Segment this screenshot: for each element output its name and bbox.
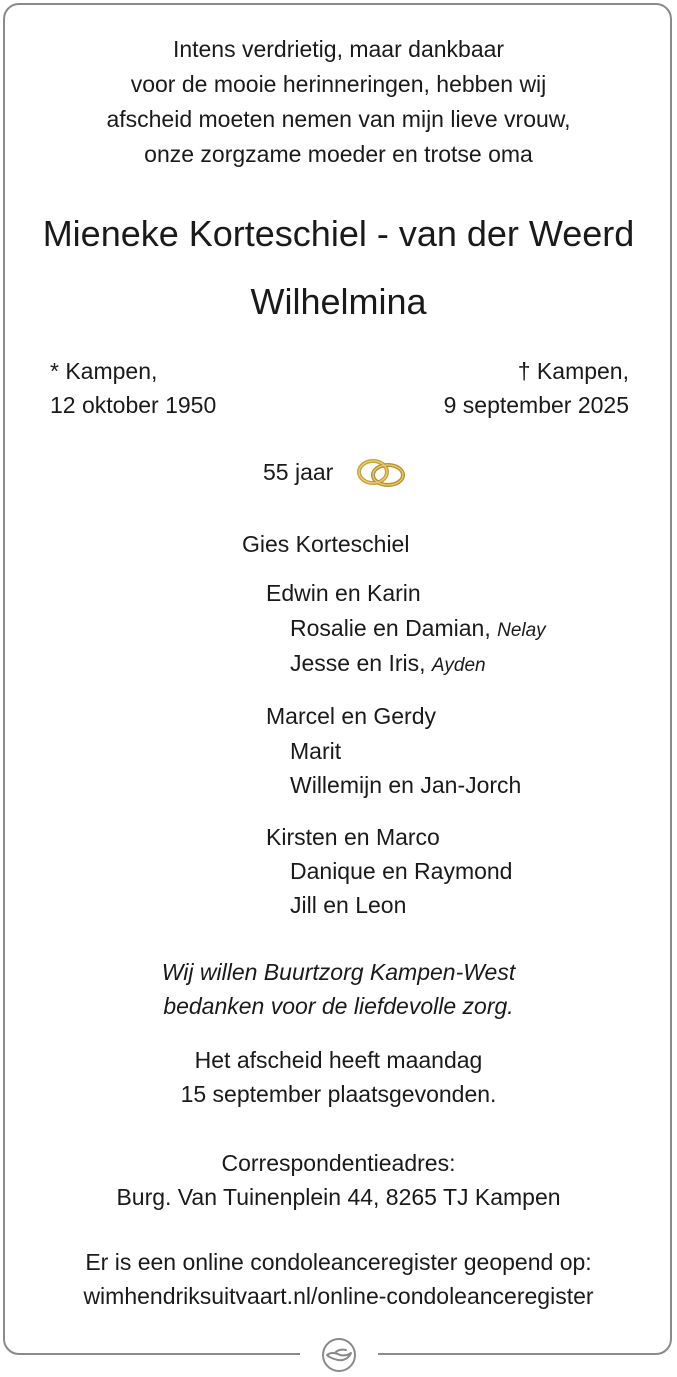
spouse-name: Gies Korteschiel [242, 531, 410, 557]
grandchild-line: Willemijn en Jan-Jorch [290, 772, 522, 798]
birth-place: * Kampen, [50, 358, 158, 384]
farewell-line: 15 september plaatsgevonden. [180, 1081, 497, 1107]
death-place: † Kampen, [517, 358, 629, 384]
correspondence-label: Correspondentieadres: [221, 1150, 456, 1176]
wedding-rings-icon [352, 456, 410, 490]
thanks-line: Wij willen Buurtzorg Kampen-West [161, 959, 516, 985]
birth-date: 12 oktober 1950 [50, 392, 217, 418]
grandchild-line: Jesse en Iris, Ayden [290, 650, 486, 676]
correspondence-address: Burg. Van Tuinenplein 44, 8265 TJ Kampen [116, 1184, 561, 1210]
family-parents: Kirsten en Marco [266, 824, 440, 850]
intro-line: afscheid moeten nemen van mijn lieve vrouw, [106, 106, 571, 132]
online-register-text: Er is een online condoleanceregister geopend op: [85, 1249, 592, 1275]
deceased-given-name: Wilhelmina [250, 281, 427, 322]
intro-line: voor de mooie herinneringen, hebben wij [130, 71, 547, 97]
thanks-line: bedanken voor de liefdevolle zorg. [163, 993, 514, 1019]
grandchild-line: Rosalie en Damian, Nelay [290, 615, 546, 641]
grandchild-line: Jill en Leon [290, 892, 407, 918]
hand-emblem-icon [318, 1337, 360, 1373]
family-parents: Edwin en Karin [266, 580, 421, 606]
great-grandchild: Nelay [497, 620, 546, 641]
farewell-line: Het afscheid heeft maandag [194, 1047, 483, 1073]
intro-line: onze zorgzame moeder en trotse oma [144, 141, 533, 167]
online-register-url: wimhendriksuitvaart.nl/online-condoleanceregister [83, 1283, 594, 1309]
intro-line: Intens verdrietig, maar dankbaar [172, 36, 505, 62]
great-grandchild: Ayden [431, 655, 486, 676]
deceased-full-name: Mieneke Korteschiel - van der Weerd [42, 213, 635, 254]
grandchild-line: Marit [290, 738, 342, 764]
family-parents: Marcel en Gerdy [266, 703, 437, 729]
death-date: 9 september 2025 [443, 392, 629, 418]
marriage-years: 55 jaar [263, 459, 334, 485]
grandchild-line: Danique en Raymond [290, 858, 513, 884]
